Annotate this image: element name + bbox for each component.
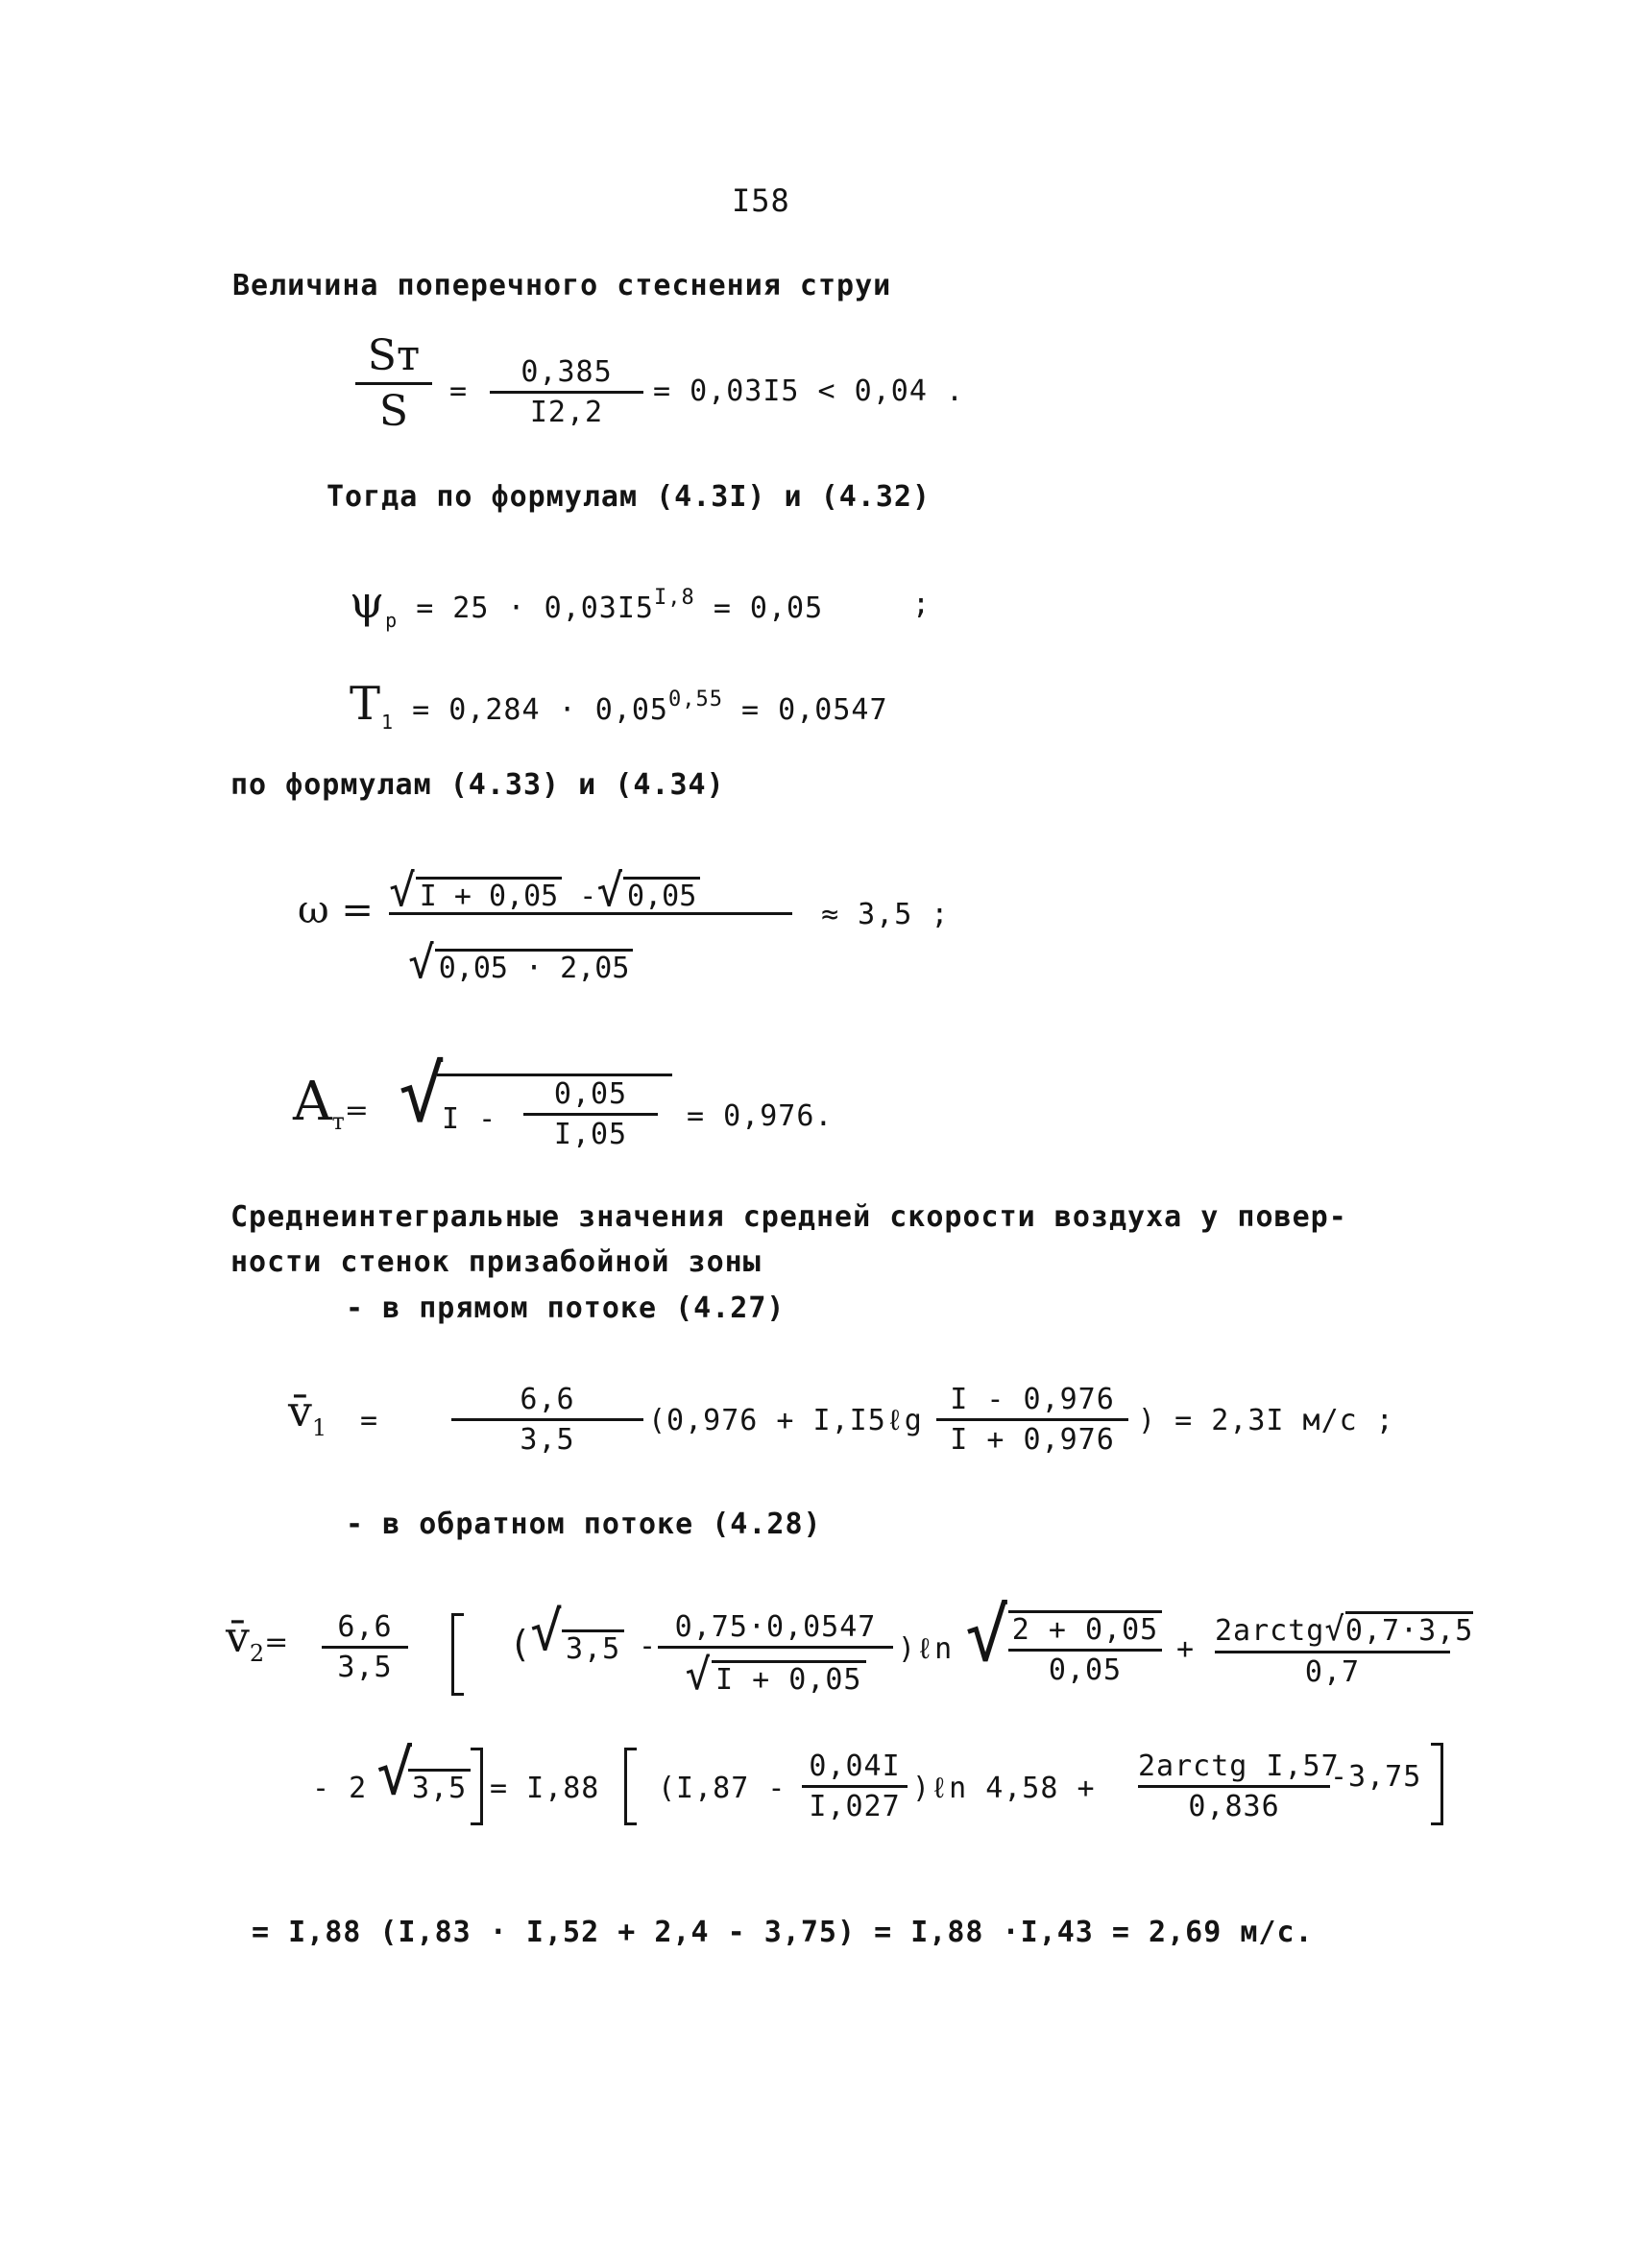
v2-ln: )ℓn bbox=[898, 1632, 954, 1666]
psi-exp: I,8 bbox=[654, 586, 695, 610]
omega-rad-den: 0,05 · 2,05 bbox=[435, 949, 634, 985]
v2l2-g-num: 2arctg I,57 bbox=[1138, 1749, 1340, 1783]
para-line1: Среднеинтегральные значения средней скорости воздуха у повер- bbox=[230, 1200, 1347, 1234]
v1-inner-den: I + 0,976 bbox=[950, 1423, 1115, 1457]
v2l2-rad-sign: √ bbox=[376, 1738, 414, 1809]
v2l2-fraction bbox=[802, 1749, 908, 1823]
v2l2-eq: = I,88 bbox=[490, 1772, 600, 1805]
para-line3: - в прямом потоке (4.27) bbox=[346, 1291, 786, 1325]
v2l2-g bbox=[1138, 1749, 1340, 1823]
a-frac-den: I,05 bbox=[553, 1118, 628, 1151]
then-text: Тогда по формулам (4.3I) и (4.32) bbox=[327, 480, 932, 514]
v1-inner-fraction bbox=[936, 1383, 1128, 1457]
t-result: = 0,0547 bbox=[741, 693, 888, 727]
v2-frac-den: 3,5 bbox=[337, 1651, 393, 1684]
reverse-text: - в обратном потоке (4.28) bbox=[346, 1508, 822, 1541]
a-radical-bar bbox=[437, 1074, 672, 1076]
a-frac-num: 0,05 bbox=[553, 1077, 628, 1111]
a-radical-sign: √ bbox=[399, 1050, 446, 1139]
v2-f4-den: 0,7 bbox=[1304, 1655, 1361, 1689]
v2-f2-num: 0,75·0,0547 bbox=[674, 1610, 877, 1644]
v2l2-ln: )ℓn 4,58 + bbox=[912, 1772, 1096, 1805]
v2-rad3-sign: √ bbox=[965, 1592, 1009, 1677]
v2-f3-num: 2 + 0,05 bbox=[1011, 1613, 1159, 1647]
v2-open: ( bbox=[509, 1623, 532, 1665]
a-lhs: $A_т=$ bbox=[293, 1071, 369, 1135]
v2-lhs: $v̄_2=$ bbox=[226, 1613, 289, 1667]
omega-rad-b: 0,05 bbox=[623, 877, 700, 913]
v1-lhs: $v̄_1$ bbox=[288, 1387, 327, 1441]
omega-bar bbox=[389, 912, 792, 915]
v2-f3-den: 0,05 bbox=[1048, 1653, 1123, 1687]
v1-mid: (0,976 + I,I5ℓg bbox=[648, 1404, 923, 1437]
v1-frac-den: 3,5 bbox=[520, 1423, 575, 1457]
v2l2-bracket-end bbox=[1431, 1743, 1443, 1825]
formulas-text: по формулам (4.33) и (4.34) bbox=[230, 768, 725, 802]
v2-plus: + bbox=[1176, 1632, 1196, 1666]
t-exp: 0,55 bbox=[668, 688, 723, 712]
psi-semicolon: ; bbox=[912, 588, 932, 621]
v2-f2-den: I + 0,05 bbox=[712, 1660, 866, 1697]
psi-sub: р bbox=[385, 609, 399, 632]
v1-result: ) = 2,3I м/с ; bbox=[1138, 1404, 1394, 1437]
page-number: I58 bbox=[732, 182, 790, 219]
fraction-s bbox=[355, 331, 432, 436]
psi-result: = 0,05 bbox=[713, 591, 824, 625]
fraction-s-num: Sт bbox=[367, 331, 421, 380]
eq-s-result: = 0,03I5 < 0,04 . bbox=[653, 374, 965, 408]
omega-rad-a: I + 0,05 bbox=[416, 877, 563, 913]
a-fraction bbox=[523, 1077, 658, 1151]
final-line: = I,88 (I,83 · I,52 + 2,4 - 3,75) = I,88 ·I,43 = 2,69 м/с. bbox=[252, 1916, 1314, 1949]
fraction-ratio-den: I2,2 bbox=[529, 396, 604, 429]
v2-bracket-left bbox=[451, 1613, 464, 1696]
v1-inner-num: I - 0,976 bbox=[950, 1383, 1115, 1416]
omega-denominator: √ 0,05 · 2,05 bbox=[408, 936, 633, 988]
omega-lhs: ω = bbox=[298, 888, 374, 932]
v2-f3 bbox=[1008, 1610, 1162, 1687]
intro-text: Величина поперечного стеснения струи bbox=[232, 269, 892, 302]
v2l2-bracket-open bbox=[624, 1748, 637, 1825]
v2-f4: 2arctg√0,7·3,5 0,7 bbox=[1215, 1610, 1474, 1689]
v2l2-open: (I,87 - bbox=[658, 1772, 787, 1805]
v2l2-bracket-close bbox=[471, 1748, 483, 1825]
fraction-s-den: S bbox=[378, 387, 409, 436]
eq-psi bbox=[350, 576, 823, 632]
omega-result: ≈ 3,5 ; bbox=[821, 898, 950, 931]
eq-s-equals: = bbox=[449, 374, 469, 408]
eq-t bbox=[350, 677, 888, 734]
v2l2-lead: - 2 bbox=[312, 1772, 368, 1805]
v1-fraction bbox=[451, 1383, 643, 1457]
psi-symbol: ψ bbox=[350, 576, 386, 628]
t-sub: 1 bbox=[381, 711, 395, 734]
v2-frac-num: 6,6 bbox=[337, 1610, 393, 1644]
psi-rhs: = 25 · 0,03I5 bbox=[416, 591, 654, 625]
v1-eq: = bbox=[360, 1404, 379, 1437]
v2l2-g-den: 0,836 bbox=[1188, 1790, 1280, 1823]
v2l2-tail: -3,75 bbox=[1330, 1760, 1422, 1794]
fraction-ratio-num: 0,385 bbox=[520, 355, 613, 389]
t-symbol: T bbox=[350, 677, 382, 731]
v2l2-rad: 3,5 bbox=[408, 1769, 471, 1805]
a-result: = 0,976. bbox=[687, 1099, 834, 1133]
para-line2: ности стенок призабойной зоны bbox=[230, 1245, 762, 1279]
v2-minus: - bbox=[639, 1629, 658, 1663]
v2-f4-num: 2arctg bbox=[1215, 1614, 1325, 1648]
v2-f2: 0,75·0,0547 √ I + 0,05 bbox=[658, 1610, 893, 1700]
v2l2-frac-num: 0,04I bbox=[809, 1749, 901, 1783]
t-rhs: = 0,284 · 0,05 bbox=[412, 693, 668, 727]
fraction-ratio bbox=[490, 355, 643, 429]
a-rad-lead: I - bbox=[442, 1102, 497, 1136]
v2-rad1: 3,5 bbox=[562, 1629, 624, 1666]
v2-f4-num-rad: 0,7·3,5 bbox=[1345, 1611, 1473, 1648]
v2-rad1-sign: √ bbox=[530, 1601, 563, 1663]
v1-frac-num: 6,6 bbox=[520, 1383, 575, 1416]
omega-numerator: √ I + 0,05 -√ 0,05 bbox=[389, 864, 700, 916]
v2l2-frac-den: I,027 bbox=[809, 1790, 901, 1823]
v2-fraction bbox=[322, 1610, 408, 1684]
